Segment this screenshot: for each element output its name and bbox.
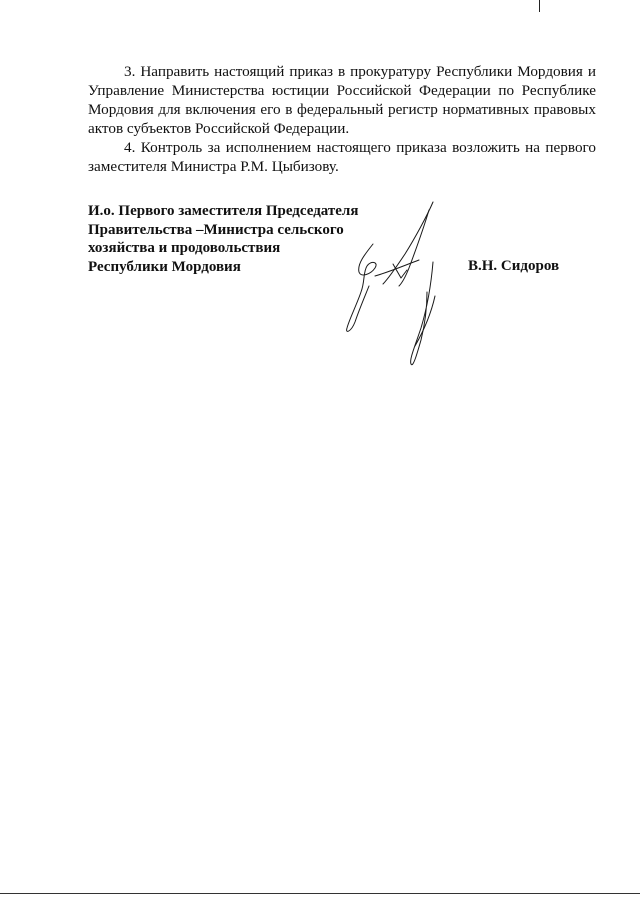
signatory-position-line: хозяйства и продовольствия: [88, 240, 281, 257]
document-body: [88, 62, 596, 176]
footer-rule: [0, 893, 640, 894]
signatory-name: В.Н. Сидоров: [468, 258, 560, 274]
page-edge-mark: [539, 0, 540, 12]
signatory-position-line: Республики Мордовия: [88, 258, 241, 275]
signatory-position-line: И.о. Первого заместителя Председателя: [88, 203, 359, 219]
paragraph-3: 3. Направить настоящий приказ в прокуратуру Республики Мордовия и Управление Министерства юстиции Российской Федерации по Республике Мордовия для включения его в федеральный регистр нормативных правовых актов субъектов Российской Федерации.: [88, 63, 596, 137]
signatory-position-line: Правительства –Министра сельского: [88, 221, 344, 238]
paragraph-4: 4. Контроль за исполнением настоящего приказа возложить на первого заместителя Министра Р.М. Цыбизову.: [88, 139, 596, 175]
handwritten-signature: [335, 196, 455, 371]
